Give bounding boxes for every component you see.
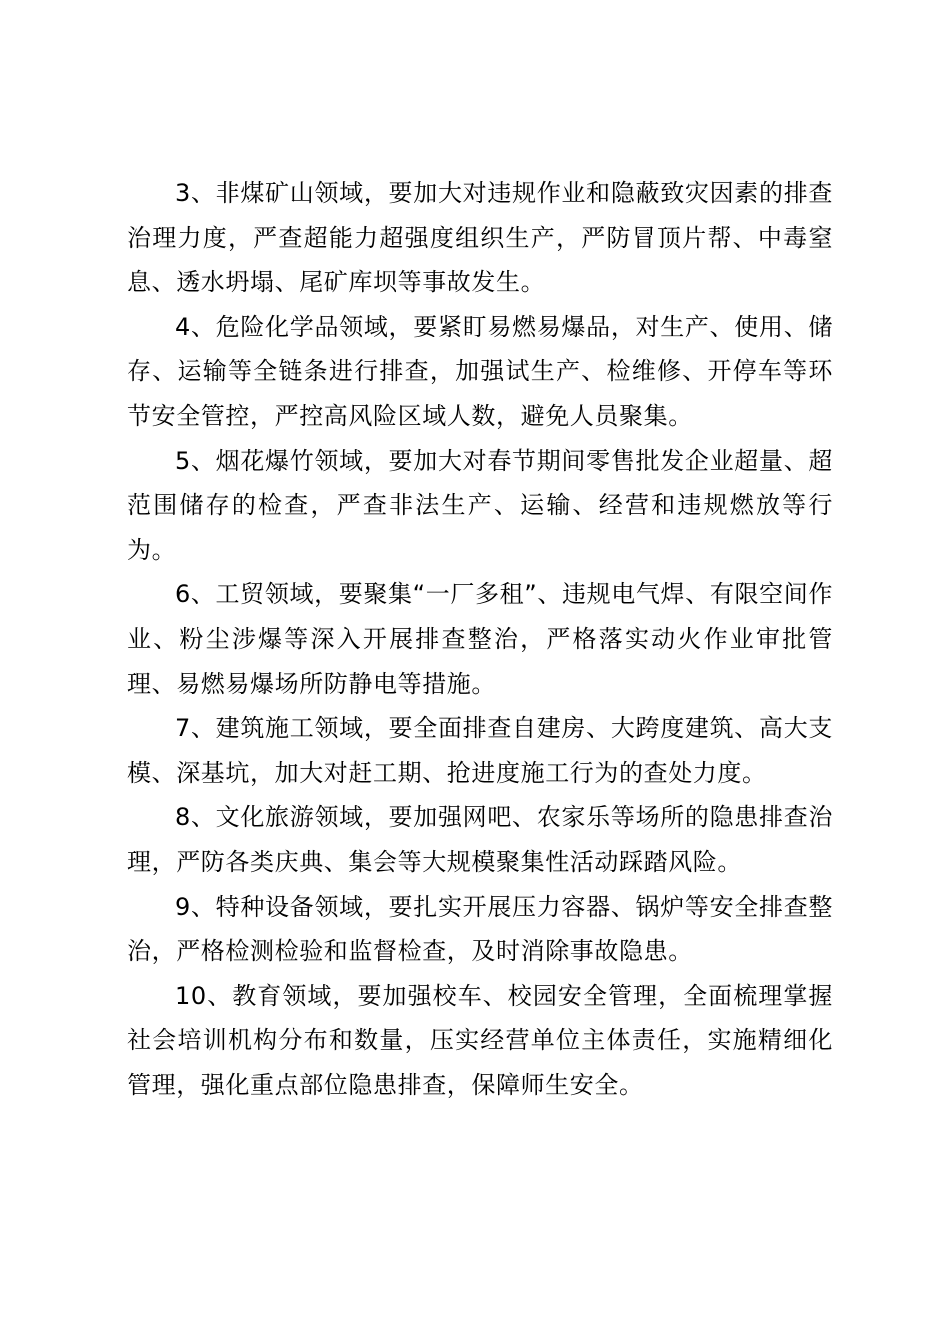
paragraph-item-9: 9、特种设备领域，要扎实开展压力容器、锅炉等安全排查整治，严格检测检验和监督检查，及时消除事故隐患。: [127, 892, 833, 966]
document-body: [127, 171, 833, 1107]
paragraph-item-10: 10、教育领域，要加强校车、校园安全管理，全面梳理掌握社会培训机构分布和数量，压实经营单位主体责任，实施精细化管理，强化重点部位隐患排查，保障师生安全。: [127, 981, 833, 1099]
paragraph-item-8: 8、文化旅游领域，要加强网吧、农家乐等场所的隐患排查治理，严防各类庆典、集会等大规模聚集性活动踩踏风险。: [127, 803, 833, 876]
paragraph-item-4: 4、危险化学品领域，要紧盯易燃易爆品，对生产、使用、储存、运输等全链条进行排查，加强试生产、检维修、开停车等环节安全管控，严控高风险区域人数，避免人员聚集。: [127, 312, 833, 430]
paragraph-item-6: 6、工贸领域，要聚集“一厂多租”、违规电气焊、有限空间作业、粉尘涉爆等深入开展排查整治，严格落实动火作业审批管理、易燃易爆场所防静电等措施。: [127, 580, 833, 698]
paragraph-item-5: 5、烟花爆竹领域，要加大对春节期间零售批发企业超量、超范围储存的检查，严查非法生产、运输、经营和违规燃放等行为。: [127, 446, 833, 564]
paragraph-item-7: 7、建筑施工领域，要全面排查自建房、大跨度建筑、高大支模、深基坑，加大对赶工期、抢进度施工行为的查处力度。: [127, 714, 833, 787]
paragraph-item-3: 3、非煤矿山领域，要加大对违规作业和隐蔽致灾因素的排查治理力度，严查超能力超强度组织生产，严防冒顶片帮、中毒窒息、透水坍塌、尾矿库坝等事故发生。: [127, 179, 833, 297]
